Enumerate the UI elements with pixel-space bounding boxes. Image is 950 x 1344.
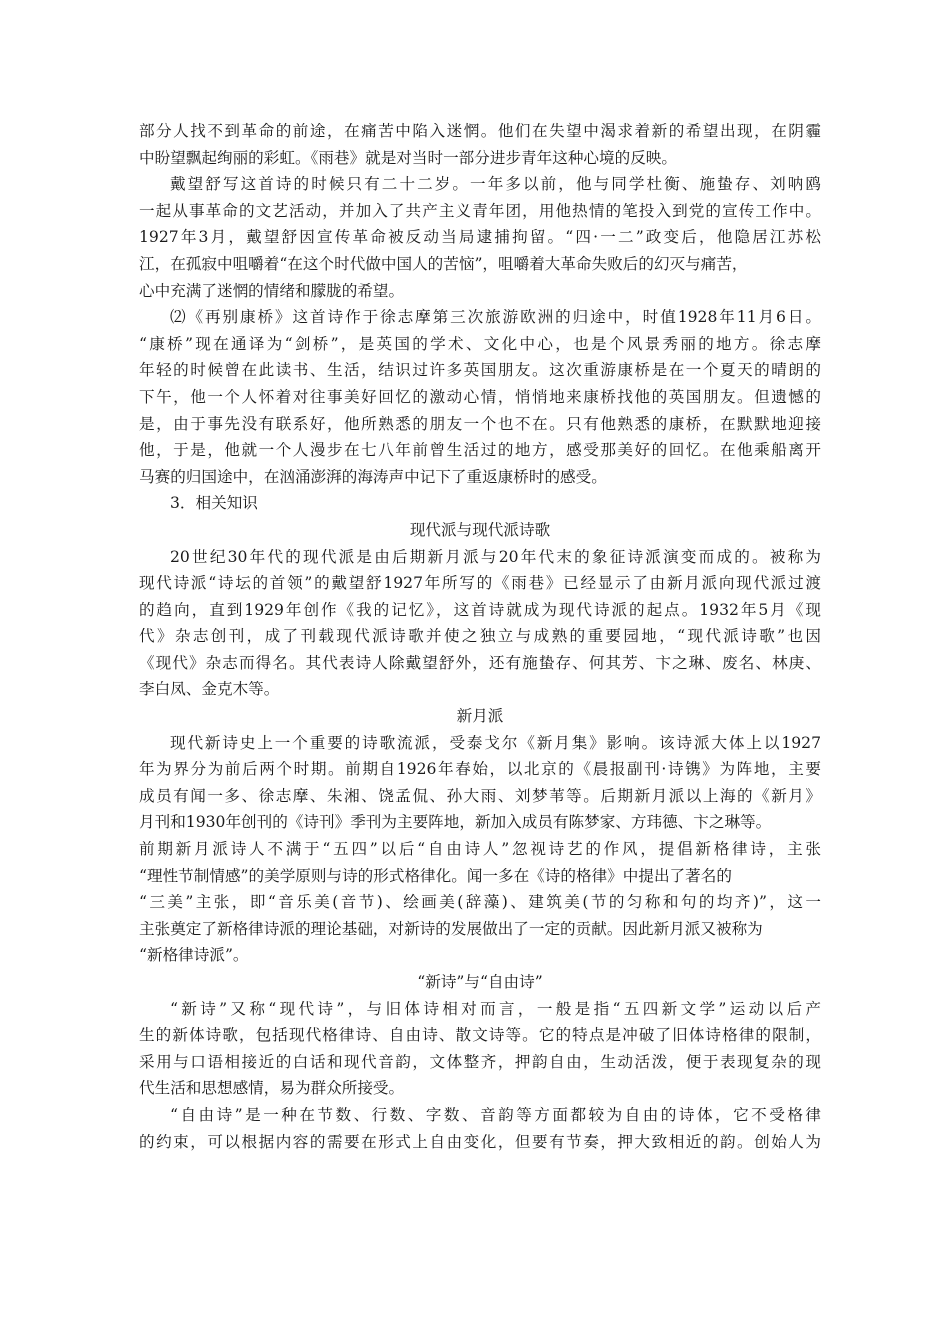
- heading-crescent-school: 新月派: [456, 707, 504, 726]
- text-line: 戴望舒写这首诗的时候只有二十二岁。一年多以前，他与同学杜衡、施蛰存、刘呐鸥: [170, 175, 821, 194]
- text-line: 《现代》杂志而得名。其代表诗人除戴望舒外，还有施蛰存、何其芳、卞之琳、废名、林庚、: [139, 653, 821, 672]
- text-line: 成员有闻一多、徐志摩、朱湘、饶孟侃、孙大雨、刘梦苇等。后期新月派以上海的《新月》: [139, 786, 821, 805]
- text-line: “理性节制情感”的美学原则与诗的形式格律化。闻一多在《诗的格律》中提出了著名的: [139, 866, 732, 885]
- text-line: 他，于是，他就一个人漫步在七八年前曾生活过的地方，感受那美好的回忆。在他乘船离开: [139, 441, 821, 460]
- paragraph-dai-wangshu-background: [139, 171, 821, 304]
- text-line: 现代诗派“诗坛的首领”的戴望舒1927年所写的《雨巷》已经显示了由新月派向现代派过渡: [139, 574, 821, 593]
- text-line: 现代新诗史上一个重要的诗歌流派，受泰戈尔《新月集》影响。该诗派大体上以1927: [170, 733, 821, 752]
- text-line: “新格律诗派”。: [139, 946, 249, 965]
- text-line: 李白凤、金克木等。: [139, 680, 280, 699]
- text-line: 主张奠定了新格律诗派的理论基础，对新诗的发展做出了一定的贡献。因此新月派又被称为: [139, 919, 763, 938]
- text-line: 下午，他一个人怀着对往事美好回忆的激动心情，悄悄地来康桥找他的英国朋友。但遗憾的: [139, 387, 821, 406]
- paragraph-revolution-context: [139, 118, 821, 171]
- text-line: 心中充满了迷惘的情绪和朦胧的希望。: [139, 281, 405, 300]
- text-line: 江，在孤寂中咀嚼着“在这个时代做中国人的苦恼”，咀嚼着大革命失败后的幻灭与痛苦，: [139, 254, 748, 273]
- text-line: ⑵《再别康桥》这首诗作于徐志摩第三次旅游欧洲的归途中，时值1928年11月6日。: [170, 308, 821, 327]
- paragraph-new-poetry: [139, 996, 821, 1102]
- text-line: 部分人找不到革命的前途，在痛苦中陷入迷惘。他们在失望中渴求着新的希望出现，在阴霾: [139, 122, 821, 140]
- text-line: 一起从事革命的文艺活动，并加入了共产主义青年团，用他热情的笔投入到党的宣传工作中。: [139, 201, 821, 220]
- text-line: 是，由于事先没有联系好，他所熟悉的朋友一个也不在。只有他熟悉的康桥，在默默地迎接: [139, 414, 821, 433]
- text-line: 1927年3月，戴望舒因宣传革命被反动当局逮捕拘留。“四·一二”政变后，他隐居江苏松: [139, 228, 821, 247]
- text-line: “自由诗”是一种在节数、行数、字数、音韵等方面都较为自由的诗体，它不受格律: [170, 1105, 821, 1124]
- paragraph-modernist-poetry: [139, 544, 821, 704]
- text-line: 采用与口语相接近的白话和现代音韵，文体整齐，押韵自由，生动活泼，便于表现复杂的现: [139, 1052, 821, 1071]
- text-line: 年轻的时候曾在此读书、生活，结识过许多英国朋友。这次重游康桥是在一个夏天的晴朗的: [139, 361, 821, 380]
- text-line: 年为界分为前后两个时期。前期自1926年春始，以北京的《晨报副刊·诗镌》为阵地，主要: [139, 760, 821, 779]
- text-line: 生的新体诗歌，包括现代格律诗、自由诗、散文诗等。它的特点是冲破了旧体诗格律的限制，: [139, 1026, 821, 1045]
- paragraph-crescent-poetry: [139, 730, 821, 969]
- paragraph-farewell-cambridge: [139, 304, 821, 490]
- text-line: 前期新月派诗人不满于“五四”以后“自由诗人”忽视诗艺的作风，提倡新格律诗，主张: [139, 840, 821, 859]
- text-line: “三美”主张，即“音乐美(音节)、绘画美(辞藻)、建筑美(节的匀称和句的均齐)”，这一: [139, 893, 821, 912]
- text-line: 代》杂志创刊，成了刊载现代派诗歌并使之独立与成熟的重要园地，“现代派诗歌”也因: [139, 627, 821, 646]
- text-line: 代生活和思想感情，易为群众所接受。: [139, 1079, 405, 1098]
- document-page: [139, 118, 821, 1155]
- text-line: 20世纪30年代的现代派是由后期新月派与20年代末的象征诗派演变而成的。被称为: [170, 547, 821, 566]
- text-line: 马赛的归国途中，在汹涌澎湃的海涛声中记下了重返康桥时的感受。: [139, 467, 607, 486]
- text-line: 的约束，可以根据内容的需要在形式上自由变化，但要有节奏，押大致相近的韵。创始人为: [139, 1132, 821, 1151]
- heading-modernist-school: 现代派与现代派诗歌: [409, 520, 551, 539]
- heading-new-poetry-free-verse: “新诗”与“自由诗”: [417, 973, 543, 991]
- paragraph-free-verse: [139, 1102, 821, 1155]
- text-line: 中盼望飘起绚丽的彩虹。《雨巷》就是对当时一部分进步青年这种心境的反映。: [139, 148, 677, 167]
- text-line: 月刊和1930年创刊的《诗刊》季刊为主要阵地，新加入成员有陈梦家、方玮德、卞之琳等。: [139, 813, 772, 832]
- section-label-related-knowledge: 3．相关知识: [170, 494, 258, 513]
- text-line: 的趋向，直到1929年创作《我的记忆》，这首诗就成为现代诗派的起点。1932年5月《现: [139, 600, 821, 619]
- text-line: “康桥”现在通译为“剑桥”，是英国的学术、文化中心，也是个风景秀丽的地方。徐志摩: [139, 334, 821, 353]
- text-line: “新诗”又称“现代诗”，与旧体诗相对而言，一般是指“五四新文学”运动以后产: [170, 999, 821, 1018]
